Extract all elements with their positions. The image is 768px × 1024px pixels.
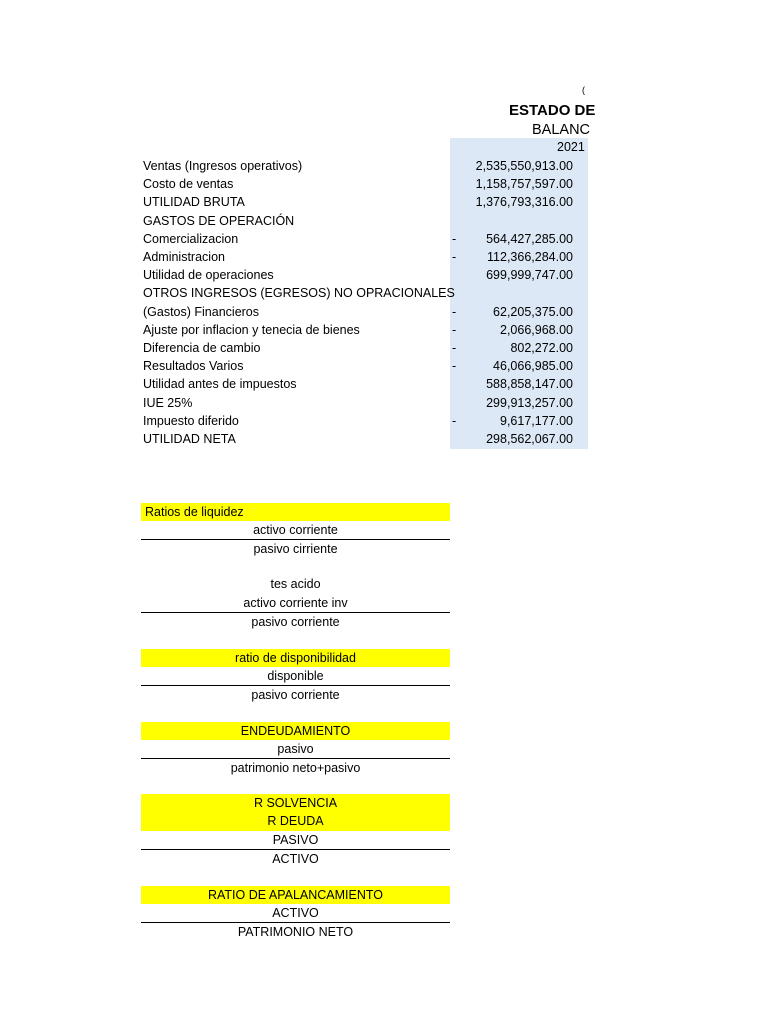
row-label: OTROS INGRESOS (EGRESOS) NO OPRACIONALES	[143, 286, 455, 301]
row-label: Utilidad de operaciones	[143, 268, 274, 283]
ratio-apalancamiento-numerator: ACTIVO	[272, 906, 319, 920]
row-label: UTILIDAD NETA	[143, 432, 236, 446]
row-value: 564,427,285.00	[486, 231, 573, 246]
row-label: Utilidad antes de impuestos	[143, 377, 297, 392]
ratio-acido-numerator: activo corriente inv	[243, 596, 348, 610]
row-value: 62,205,375.00	[493, 304, 573, 319]
row-label: GASTOS DE OPERACIÓN	[143, 213, 295, 228]
row-sign: -	[452, 359, 457, 374]
ratio-apalancamiento-denominator: PATRIMONIO NETO	[237, 925, 354, 939]
ratio-liquidez-denominator: pasivo cirriente	[253, 542, 338, 556]
row-label: UTILIDAD BRUTA	[143, 195, 245, 210]
row-label: Resultados Varios	[143, 359, 244, 374]
ratio-solvencia-numerator: PASIVO	[272, 833, 319, 847]
statement-title: ESTADO DE	[509, 102, 596, 119]
row-value: 1,158,757,597.00	[475, 177, 573, 192]
row-label: Comercializacion	[143, 231, 239, 246]
header-mark: (	[582, 85, 585, 95]
row-label: Ventas (Ingresos operativos)	[143, 159, 303, 173]
ratio-disponibilidad-denominator: pasivo corriente	[251, 688, 340, 702]
row-value: 802,272.00	[510, 341, 573, 355]
row-value: 699,999,747.00	[486, 268, 573, 283]
statement-subtitle: BALANC	[532, 122, 591, 138]
row-value: 112,366,284.00	[487, 250, 573, 264]
ratio-disponibilidad-numerator: disponible	[267, 669, 324, 683]
row-sign: -	[452, 322, 457, 337]
row-label: Ajuste por inflacion y tenecia de bienes	[143, 322, 360, 337]
ratio-acido-title: tes acido	[270, 577, 321, 591]
ratio-apalancamiento-title: RATIO DE APALANCAMIENTO	[141, 886, 450, 904]
ratio-solvencia-title: R SOLVENCIA	[253, 796, 338, 810]
row-value: 1,376,793,316.00	[475, 195, 573, 210]
ratio-endeudamiento-denominator: patrimonio neto+pasivo	[230, 761, 361, 775]
ratio-endeudamiento-numerator: pasivo	[277, 742, 314, 756]
ratio-deuda-title: R DEUDA	[267, 814, 324, 828]
row-sign: -	[452, 231, 457, 246]
row-sign: -	[452, 341, 457, 355]
ratio-acido-denominator: pasivo corriente	[251, 615, 340, 629]
row-label: Administracion	[143, 250, 225, 264]
row-value: 298,562,067.00	[486, 432, 573, 446]
row-label: (Gastos) Financieros	[143, 304, 260, 319]
row-label: Costo de ventas	[143, 177, 234, 192]
row-label: Diferencia de cambio	[143, 341, 261, 355]
ratio-solvencia-denominator: ACTIVO	[272, 852, 319, 866]
year-header: 2021	[557, 140, 585, 154]
row-value: 9,617,177.00	[500, 413, 573, 428]
ratio-disponibilidad-title: ratio de disponibilidad	[141, 649, 450, 667]
ratio-liquidez-title: Ratios de liquidez	[141, 503, 450, 521]
row-label: Impuesto diferido	[143, 413, 239, 428]
row-label: IUE 25%	[143, 395, 193, 410]
row-value: 299,913,257.00	[486, 395, 573, 410]
row-value: 2,066,968.00	[500, 322, 573, 337]
ratio-endeudamiento-title: ENDEUDAMIENTO	[141, 722, 450, 740]
row-value: 2,535,550,913.00	[475, 159, 573, 173]
row-value: 46,066,985.00	[493, 359, 573, 374]
row-sign: -	[452, 304, 457, 319]
row-sign: -	[452, 250, 457, 264]
ratio-liquidez-numerator: activo corriente	[253, 523, 338, 537]
row-sign: -	[452, 413, 457, 428]
row-value: 588,858,147.00	[486, 377, 573, 392]
